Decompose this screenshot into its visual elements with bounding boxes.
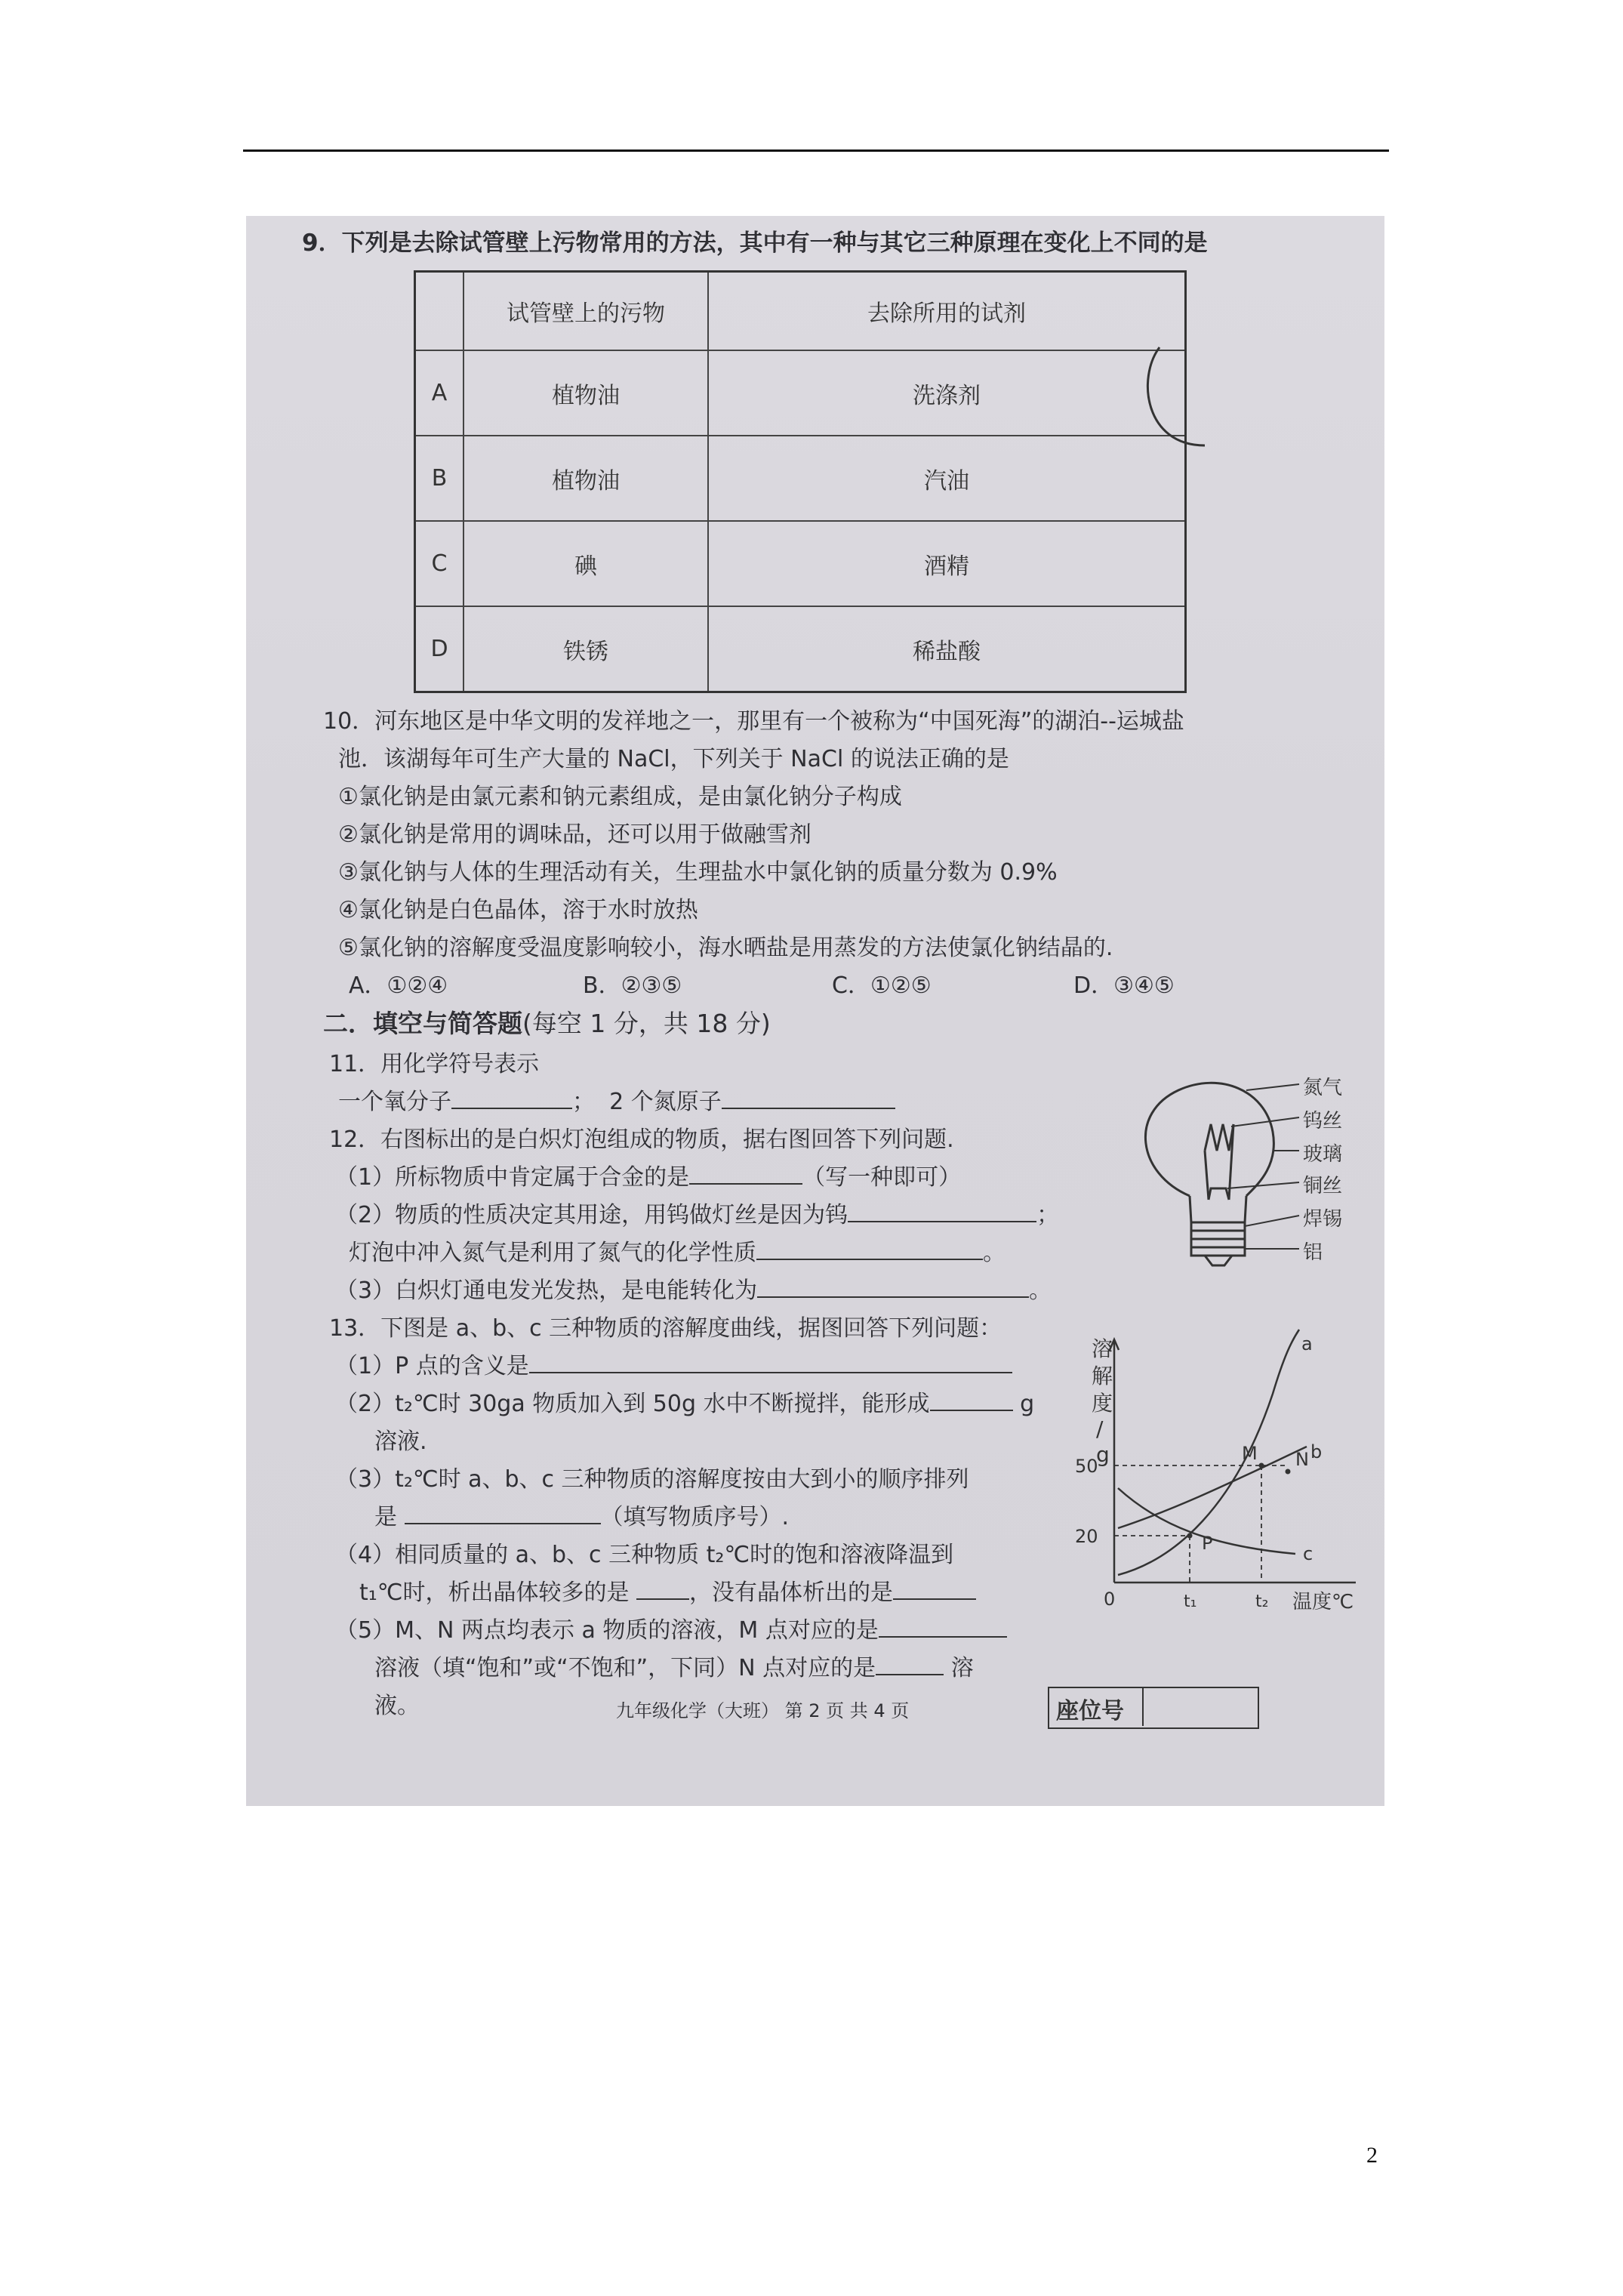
ylabel-char: 溶 bbox=[1092, 1336, 1113, 1361]
answer-blank[interactable] bbox=[405, 1503, 601, 1524]
answer-blank[interactable] bbox=[756, 1239, 983, 1260]
row-reagent: 酒精 bbox=[708, 521, 1186, 606]
point-N bbox=[1286, 1469, 1291, 1475]
q13-s2a-end: g bbox=[1020, 1391, 1035, 1417]
answer-blank[interactable] bbox=[451, 1088, 572, 1109]
row-reagent: 汽油 bbox=[708, 436, 1186, 521]
ylabel-char: / bbox=[1096, 1416, 1104, 1441]
q13-s4b: t₁℃时，析出晶体较多的是 bbox=[359, 1579, 630, 1606]
answer-blank[interactable] bbox=[636, 1579, 689, 1600]
answer-blank[interactable] bbox=[876, 1654, 944, 1675]
q13-s5b: 溶液（填“饱和”或“不饱和”，下同）N 点对应的是 bbox=[374, 1655, 876, 1681]
q12-s3-line bbox=[335, 1271, 1052, 1305]
q11-text: 11．用化学符号表示 bbox=[329, 1051, 540, 1077]
x-tick-label: t₂ bbox=[1255, 1592, 1269, 1611]
q13-s5c: 液。 bbox=[374, 1693, 420, 1719]
top-rule bbox=[243, 149, 1389, 152]
point-M bbox=[1259, 1463, 1264, 1469]
point-label-N: N bbox=[1295, 1449, 1309, 1470]
q9-table bbox=[414, 270, 1187, 693]
origin-label: 0 bbox=[1104, 1589, 1116, 1610]
q13-s5b-end: 溶 bbox=[950, 1655, 974, 1681]
q10-item: ③氯化钠与人体的生理活动有关，生理盐水中氯化钠的质量分数为 0.9% bbox=[338, 859, 1058, 886]
q10-option-b: B．②③⑤ bbox=[583, 972, 682, 999]
q10-option-a: A．①②④ bbox=[349, 972, 448, 999]
q12-s2b-end: 。 bbox=[983, 1240, 1006, 1266]
q12-s2b: 灯泡中冲入氮气是利用了氮气的化学性质 bbox=[349, 1240, 756, 1266]
x-tick-label: t₁ bbox=[1184, 1592, 1197, 1611]
row-dirt: 植物油 bbox=[463, 350, 708, 436]
label-nitrogen: 氮气 bbox=[1303, 1077, 1343, 1099]
q10-item: ④氯化钠是白色晶体，溶于水时放热 bbox=[338, 897, 698, 923]
bulb-contact bbox=[1205, 1256, 1232, 1265]
answer-blank[interactable] bbox=[893, 1579, 976, 1600]
seat-label: 座位号 bbox=[1056, 1698, 1124, 1724]
ylabel-char: g bbox=[1096, 1442, 1110, 1467]
q13-s4b-line bbox=[359, 1573, 976, 1607]
row-reagent: 稀盐酸 bbox=[708, 606, 1186, 692]
seat-divider bbox=[1142, 1688, 1144, 1726]
row-dirt: 碘 bbox=[463, 521, 708, 606]
q12-s1-line bbox=[335, 1158, 961, 1191]
section2-title: 二．填空与简答题 bbox=[323, 1009, 522, 1038]
q13-s1: （1）P 点的含义是 bbox=[335, 1353, 529, 1379]
q13-s1-line bbox=[335, 1347, 1012, 1380]
q10-option-d: D．③④⑤ bbox=[1073, 972, 1175, 999]
xlabel: 温度℃ bbox=[1292, 1591, 1354, 1613]
q10-item: ①氯化钠是由氯元素和钠元素组成，是由氯化钠分子构成 bbox=[338, 784, 902, 810]
answer-blank[interactable] bbox=[689, 1163, 802, 1185]
answer-blank[interactable] bbox=[879, 1616, 1007, 1638]
q13-s5a: （5）M、N 两点均表示 a 物质的溶液，M 点对应的是 bbox=[335, 1617, 879, 1644]
row-reagent: 洗涤剂 bbox=[708, 350, 1186, 436]
bulb-neck bbox=[1190, 1196, 1246, 1222]
exam-photo bbox=[246, 216, 1384, 1806]
series-label-b: b bbox=[1310, 1441, 1323, 1462]
q10-item: ②氯化钠是常用的调味品，还可以用于做融雪剂 bbox=[338, 821, 812, 848]
point-P bbox=[1187, 1533, 1193, 1539]
q12-s3-end: 。 bbox=[1029, 1277, 1052, 1304]
answer-blank[interactable] bbox=[757, 1277, 1029, 1298]
q12-s2b-line bbox=[349, 1234, 1006, 1267]
series-label-a: a bbox=[1301, 1333, 1313, 1354]
curve-b bbox=[1118, 1447, 1307, 1528]
q11-part1: 一个氧分子 bbox=[338, 1089, 451, 1115]
q13-s4b-mid: ，没有晶体析出的是 bbox=[689, 1579, 894, 1606]
q13-s5b-line bbox=[374, 1649, 974, 1682]
q13-s3b: 是 bbox=[374, 1504, 397, 1530]
q13-text: 13．下图是 a、b、c 三种物质的溶解度曲线，据图回答下列问题： bbox=[329, 1315, 1002, 1342]
q13-s3a: （3）t₂℃时 a、b、c 三种物质的溶解度按由大到小的顺序排列 bbox=[335, 1466, 969, 1493]
label-solder: 焊锡 bbox=[1303, 1208, 1343, 1231]
label-copper-wire: 铜丝 bbox=[1303, 1175, 1343, 1197]
q12-s1: （1）所标物质中肯定属于合金的是 bbox=[335, 1164, 690, 1191]
row-dirt: 植物油 bbox=[463, 436, 708, 521]
q10-line1: 10．河东地区是中华文明的发祥地之一，那里有一个被称为“中国死海”的湖泊--运城盐 bbox=[323, 708, 1184, 735]
q12-s1-hint: （写一种即可） bbox=[802, 1164, 962, 1191]
section2-heading bbox=[323, 1004, 771, 1040]
q12-text: 12．右图标出的是白炽灯泡组成的物质，据右图回答下列问题. bbox=[329, 1126, 954, 1153]
light-bulb-illustration bbox=[1114, 317, 1371, 755]
q11-sep: ； bbox=[572, 1089, 595, 1115]
q12-s3: （3）白炽灯通电发光发热，是电能转化为 bbox=[335, 1277, 758, 1304]
table-header-dirt: 试管壁上的污物 bbox=[463, 272, 708, 351]
bulb-glass-outline bbox=[1145, 1083, 1273, 1196]
row-letter: C bbox=[415, 521, 464, 606]
footer-text: 九年级化学（大班） 第 2 页 共 4 页 bbox=[616, 1700, 910, 1721]
label-aluminum: 铝 bbox=[1303, 1241, 1323, 1264]
q13-s3b-end: （填写物质序号）. bbox=[600, 1504, 790, 1530]
series-label-c: c bbox=[1303, 1543, 1313, 1564]
q12-s2-line bbox=[335, 1196, 1059, 1229]
q10-line2: 池．该湖每年可生产大量的 NaCl，下列关于 NaCl 的说法正确的是 bbox=[338, 746, 1009, 772]
label-tungsten: 钨丝 bbox=[1303, 1110, 1343, 1133]
section2-note: (每空 1 分，共 18 分) bbox=[522, 1009, 771, 1038]
q13-s2a-line bbox=[335, 1385, 1034, 1418]
q11-part2: 2 个氮原子 bbox=[609, 1089, 722, 1115]
ylabel-char: 度 bbox=[1092, 1391, 1113, 1416]
q12-s2-end: ； bbox=[1036, 1202, 1060, 1228]
table-row bbox=[415, 350, 1186, 436]
answer-blank[interactable] bbox=[722, 1088, 895, 1109]
row-letter: A bbox=[415, 350, 464, 436]
label-glass: 玻璃 bbox=[1303, 1143, 1343, 1166]
q10-option-c: C．①②⑤ bbox=[832, 972, 932, 999]
q13-s2b: 溶液. bbox=[374, 1428, 427, 1455]
q13-s2a: （2）t₂℃时 30ga 物质加入到 50g 水中不断搅拌，能形成 bbox=[335, 1391, 930, 1417]
q13-s3b-line bbox=[374, 1498, 789, 1531]
page-number: 2 bbox=[1366, 2143, 1378, 2168]
q12-s2: （2）物质的性质决定其用途，用钨做灯丝是因为钨 bbox=[335, 1202, 848, 1228]
q13-s4a: （4）相同质量的 a、b、c 三种物质 t₂℃时的饱和溶液降温到 bbox=[335, 1542, 954, 1568]
point-label-P: P bbox=[1202, 1533, 1213, 1554]
ylabel-char: 解 bbox=[1092, 1364, 1113, 1388]
table-header-reagent: 去除所用的试剂 bbox=[708, 272, 1186, 351]
y-tick-label: 50 bbox=[1075, 1456, 1098, 1477]
q11-answers bbox=[338, 1083, 895, 1116]
q13-s5a-line bbox=[335, 1611, 1007, 1644]
row-letter: B bbox=[415, 436, 464, 521]
y-tick-label: 20 bbox=[1075, 1526, 1098, 1547]
row-letter: D bbox=[415, 606, 464, 692]
table-row bbox=[415, 436, 1186, 521]
table-row bbox=[415, 521, 1186, 606]
row-dirt: 铁锈 bbox=[463, 606, 708, 692]
q10-item: ⑤氯化钠的溶解度受温度影响较小，海水晒盐是用蒸发的方法使氯化钠结晶的. bbox=[338, 935, 1113, 961]
answer-blank[interactable] bbox=[529, 1352, 1012, 1373]
bulb-filament bbox=[1205, 1124, 1233, 1151]
q9-text: 9．下列是去除试管壁上污物常用的方法，其中有一种与其它三种原理在变化上不同的是 bbox=[302, 230, 1208, 257]
answer-blank[interactable] bbox=[930, 1390, 1013, 1411]
table-corner bbox=[415, 272, 464, 351]
answer-blank[interactable] bbox=[848, 1201, 1036, 1222]
table-row bbox=[415, 606, 1186, 692]
solubility-chart bbox=[1046, 1333, 1378, 1635]
point-label-M: M bbox=[1242, 1443, 1258, 1464]
